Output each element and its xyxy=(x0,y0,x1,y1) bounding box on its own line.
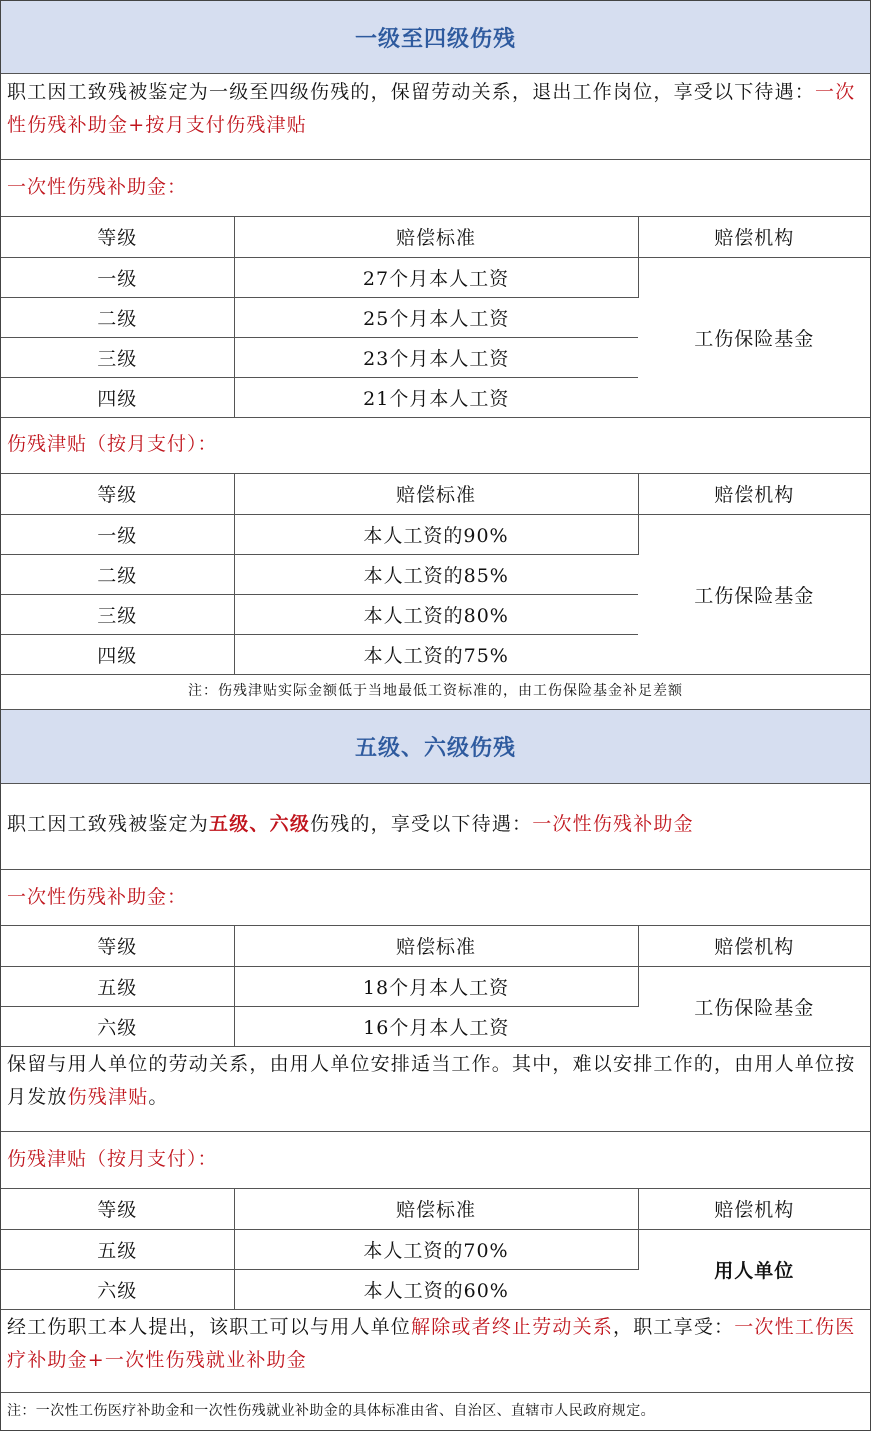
section2-terminate-mid: ，职工享受： xyxy=(613,1316,735,1338)
section2-intro-mid: 伤残的，享受以下待遇： xyxy=(310,813,533,835)
grade-cell: 五级 xyxy=(1,1229,234,1269)
section1-lump-label xyxy=(1,160,870,217)
grade-cell: 二级 xyxy=(1,554,234,594)
header-grade: 等级 xyxy=(1,926,234,966)
grade-cell: 一级 xyxy=(1,514,234,554)
section1-allowance-table xyxy=(1,474,870,675)
section2-intro-grades: 五级、六级 xyxy=(209,813,311,835)
standard-cell: 23个月本人工资 xyxy=(234,337,638,377)
section2-allowance-label-text: 伤残津贴（按月支付）： xyxy=(7,1148,218,1170)
section1-intro-text: 职工因工致残被鉴定为一级至四级伤残的，保留劳动关系，退出工作岗位，享受以下待遇： xyxy=(7,81,816,103)
header-institution: 赔偿机构 xyxy=(638,926,870,966)
section2-intro-benefit: 一次性伤残补助金 xyxy=(532,813,694,835)
table-header-row xyxy=(1,217,870,257)
header-grade: 等级 xyxy=(1,474,234,514)
standard-cell: 18个月本人工资 xyxy=(234,966,638,1006)
section2-allowance-label xyxy=(1,1132,870,1189)
section2-terminate-relation: 解除或者终止劳动关系 xyxy=(411,1316,614,1338)
header-standard: 赔偿标准 xyxy=(234,474,638,514)
grade-cell: 四级 xyxy=(1,634,234,674)
section1-allowance-label xyxy=(1,417,870,474)
grade-cell: 二级 xyxy=(1,297,234,337)
section1-lump-label-text: 一次性伤残补助金： xyxy=(7,176,188,198)
institution-cell: 用人单位 xyxy=(638,1229,870,1309)
grade-cell: 四级 xyxy=(1,377,234,417)
section2-retain-text: 保留与用人单位的劳动关系，由用人单位安排适当工作。其中，难以安排工作的，由用人单位按月发放 xyxy=(7,1053,856,1108)
section2-note xyxy=(1,1393,870,1430)
header-institution: 赔偿机构 xyxy=(638,217,870,257)
section1-lump-table xyxy=(1,217,870,418)
institution-cell: 工伤保险基金 xyxy=(638,966,870,1046)
section2-retain-paragraph xyxy=(1,1046,870,1132)
table-header-row xyxy=(1,926,870,966)
grade-cell: 六级 xyxy=(1,1269,234,1309)
section2-lump-label-text: 一次性伤残补助金： xyxy=(7,886,188,908)
standard-cell: 25个月本人工资 xyxy=(234,297,638,337)
header-grade: 等级 xyxy=(1,217,234,257)
header-institution: 赔偿机构 xyxy=(638,1189,870,1229)
section1-intro xyxy=(1,74,870,160)
section1-title-text: 一级至四级伤残 xyxy=(354,26,516,52)
standard-cell: 27个月本人工资 xyxy=(234,257,638,297)
standard-cell: 本人工资的80% xyxy=(234,594,638,634)
standard-cell: 本人工资的60% xyxy=(234,1269,638,1309)
header-standard: 赔偿标准 xyxy=(234,926,638,966)
section1-note xyxy=(1,674,870,710)
institution-cell: 工伤保险基金 xyxy=(638,514,870,674)
header-standard: 赔偿标准 xyxy=(234,217,638,257)
standard-cell: 本人工资的90% xyxy=(234,514,638,554)
table-header-row xyxy=(1,1189,870,1229)
grade-cell: 三级 xyxy=(1,337,234,377)
section1-intro-benefit: 一次性伤残补助金+按月支付伤残津贴 xyxy=(7,81,856,136)
standard-cell: 本人工资的75% xyxy=(234,634,638,674)
grade-cell: 六级 xyxy=(1,1006,234,1046)
table-row xyxy=(1,257,870,297)
section1-title xyxy=(1,1,870,74)
section2-lump-table xyxy=(1,926,870,1047)
header-standard: 赔偿标准 xyxy=(234,1189,638,1229)
section2-title xyxy=(1,710,870,784)
section2-title-text: 五级、六级伤残 xyxy=(354,736,516,761)
grade-cell: 三级 xyxy=(1,594,234,634)
header-grade: 等级 xyxy=(1,1189,234,1229)
section1-allowance-label-text: 伤残津贴（按月支付）： xyxy=(7,433,218,455)
grade-cell: 一级 xyxy=(1,257,234,297)
section2-intro xyxy=(1,784,870,870)
standard-cell: 本人工资的85% xyxy=(234,554,638,594)
section2-note-text: 注：一次性工伤医疗补助金和一次性伤残就业补助金的具体标准由省、自治区、直辖市人民政府规定。 xyxy=(7,1403,655,1419)
standard-cell: 21个月本人工资 xyxy=(234,377,638,417)
institution-cell: 工伤保险基金 xyxy=(638,257,870,417)
section1-note-text: 注：伤残津贴实际金额低于当地最低工资标准的，由工伤保险基金补足差额 xyxy=(188,683,683,699)
header-institution: 赔偿机构 xyxy=(638,474,870,514)
section2-intro-pre: 职工因工致残被鉴定为 xyxy=(7,813,210,835)
section2-terminate-benefit: 一次性工伤医疗补助金+一次性伤残就业补助金 xyxy=(7,1316,856,1371)
section2-terminate-paragraph xyxy=(1,1309,870,1393)
table-header-row xyxy=(1,474,870,514)
table-row xyxy=(1,514,870,554)
standard-cell: 本人工资的70% xyxy=(234,1229,638,1269)
section2-lump-label xyxy=(1,870,870,926)
section2-retain-end: 。 xyxy=(148,1086,169,1108)
table-row xyxy=(1,1229,870,1269)
standard-cell: 16个月本人工资 xyxy=(234,1006,638,1046)
section2-retain-allowance: 伤残津贴 xyxy=(67,1086,149,1108)
section2-terminate-pre: 经工伤职工本人提出，该职工可以与用人单位 xyxy=(7,1316,412,1338)
table-row xyxy=(1,966,870,1006)
section2-allowance-table xyxy=(1,1189,870,1310)
grade-cell: 五级 xyxy=(1,966,234,1006)
